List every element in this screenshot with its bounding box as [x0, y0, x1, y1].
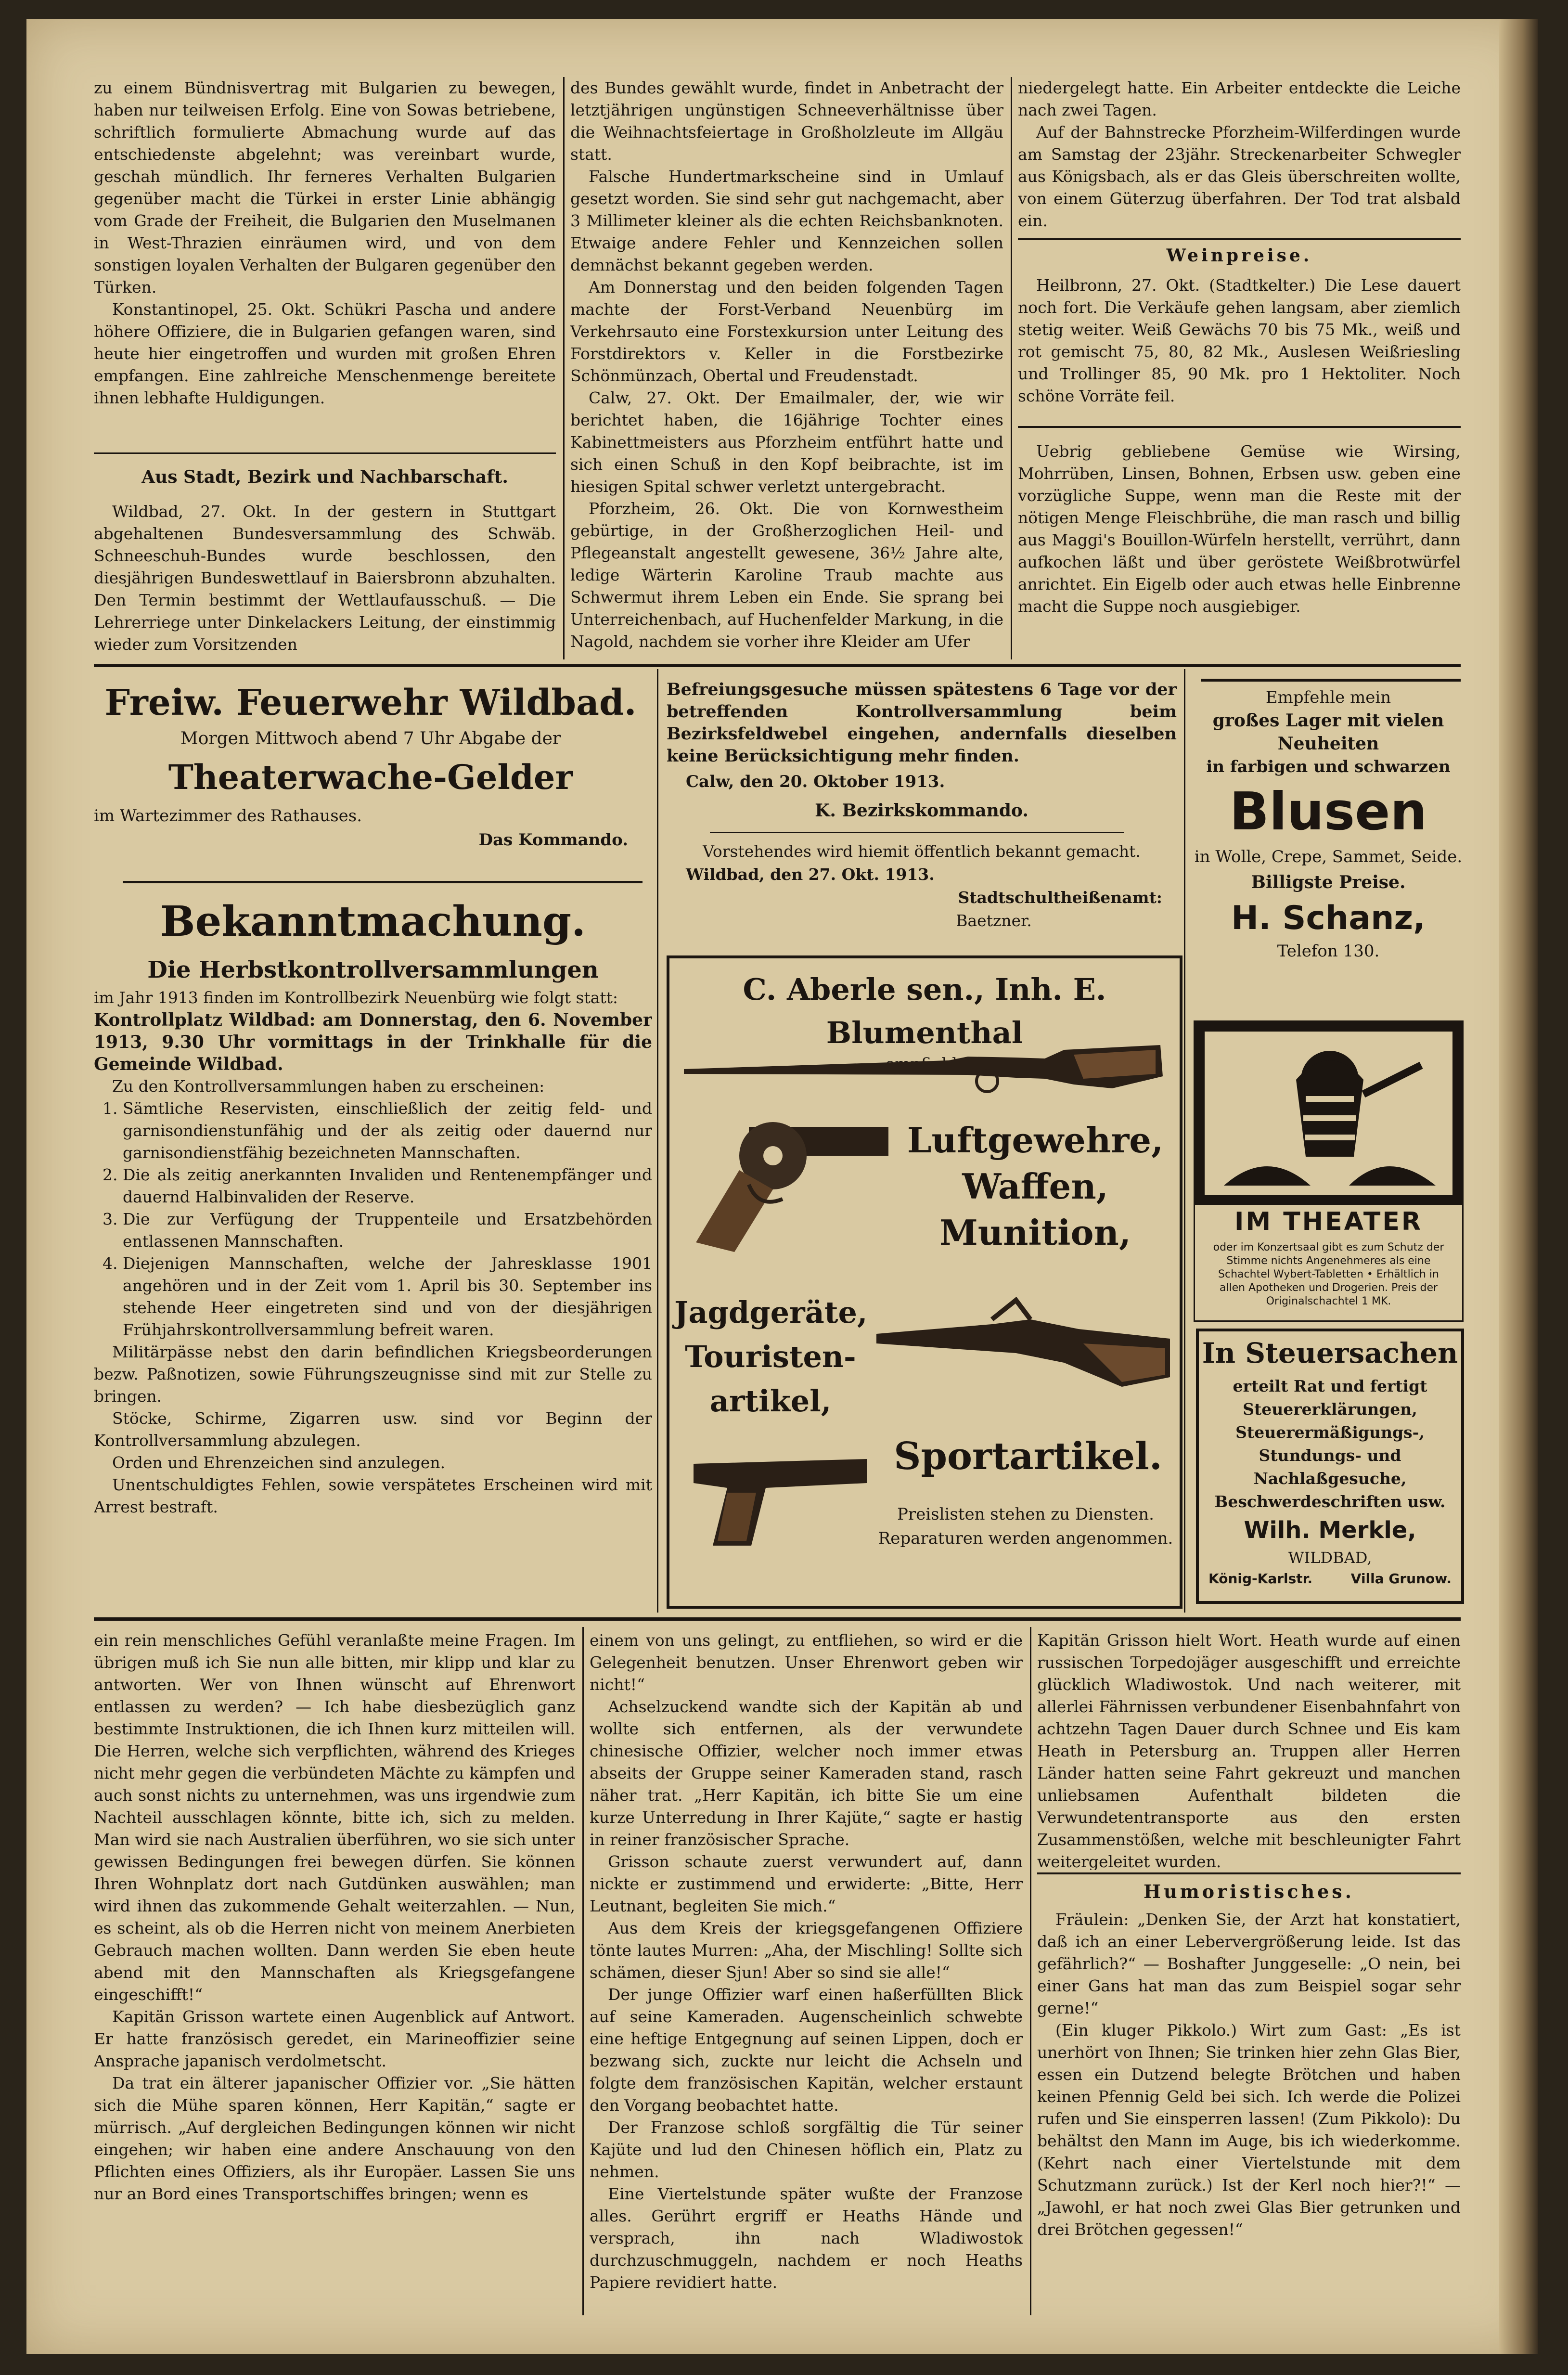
vegetable-tip: [1018, 440, 1461, 657]
ad-name: H. Schanz,: [1231, 899, 1426, 937]
ad-text: im Jahr 1913 finden im Kontrollbezirk Neuenbürg wie folgt statt:: [94, 988, 618, 1007]
article-text: niedergelegt hatte. Ein Arbeiter entdeckte die Leiche nach zwei Tagen.: [1018, 78, 1461, 119]
ad-text: Befreiungsgesuche müssen spätestens 6 Tage vor der betreffenden Kontrollversammlung beim Bezirksfeldwebel eingehen, andernfalls dieselben keine Berücksichtigung mehr finden.: [667, 680, 1177, 766]
ad-line: in Wolle, Crepe, Sammet, Seide.: [1194, 847, 1463, 866]
col1-top-local: [94, 501, 556, 659]
ad-announcement: [94, 891, 652, 1632]
col3-top: [1018, 77, 1461, 236]
ad-headline: Theaterwache-Gelder: [168, 757, 573, 797]
article-text: Calw, 27. Okt. Der Emailmaler, der, wie wir berichtet haben, die 16jährige Tochter eines Kabinettmeisters aus Pforzheim entführt hatte und sich einen Schuß in den Kopf beibrachte, ist im hiesigen Spital schwer verletzt untergebracht.: [570, 388, 1003, 496]
list-item: 1. Sämtliche Reservisten, einschließlich der zeitig feld- und garnisondienstunfähig und der als zeitig oder dauernd nur garnisondienstfähig bezeichneten Mannschaften.: [123, 1097, 652, 1164]
ad-text: erteilt Rat und fertigt Steuererklärungen, Steuerermäßigungs-, Stundungs- und Nachlaßgesuche, Beschwerdeschriften usw.: [1214, 1377, 1446, 1511]
story-text: Kapitän Grisson wartete einen Augenblick auf Antwort. Er hatte französisch geredet, ein Marineoffizier seine Ansprache japanisch verdolmetscht.: [94, 2007, 575, 2070]
ad-date: Calw, den 20. Oktober 1913.: [686, 772, 945, 791]
humor-section: [1037, 1909, 1461, 2313]
ad-line: Waffen,: [962, 1166, 1108, 1207]
ad-signature: K. Bezirkskommando.: [815, 800, 1028, 821]
ad-tax: [1196, 1329, 1464, 1604]
ad-line: großes Lager mit vielen: [1212, 710, 1444, 731]
newspaper-page: [26, 19, 1538, 2354]
ad-address: Villa Grunow.: [1350, 1571, 1452, 1587]
ad-schanz: [1191, 686, 1465, 1013]
ad-office: Stadtschultheißenamt:: [958, 888, 1162, 907]
article-text: Auf der Bahnstrecke Pforzheim-Wilferdingen wurde am Samstag der 23jähr. Streckenarbeiter Schwegler aus Königsbach, als er das Gleis überschreiten wollte, von einem Güterzug überfahren. Der Tod trat alsbald ein.: [1018, 123, 1461, 230]
ad-firm: C. Aberle sen., Inh. E. Blumenthal: [743, 972, 1106, 1050]
ad-footer: Reparaturen werden angenommen.: [878, 1529, 1173, 1548]
ad-line: Touristen-: [685, 1339, 856, 1374]
list-item: 4. Diejenigen Mannschaften, welche der Jahresklasse 1901 angehören und in der Zeit vom 1. April bis 30. September ins stehende Heer eingetreten sind und von der diesjährigen Frühjahrskontrollversammlung befreit waren.: [123, 1252, 652, 1341]
ad-fire-brigade: [94, 679, 647, 881]
article-text: Falsche Hundertmarkscheine sind in Umlauf gesetzt worden. Sie sind sehr gut nachgemacht, aber 3 Millimeter kleiner als die echten Reichsbanknoten. Etwaige andere Fehler und Kennzeichen sollen demnächst bekannt gegeben werden.: [570, 167, 1003, 274]
story-text: Kapitän Grisson hielt Wort. Heath wurde auf einen russischen Torpedojäger ausgeschifft und erreichte glücklich Wladiwostok. Und nach weiterer, mit allerlei Fährnissen verbundener Eisenbahnfahrt von achtzehn Tagen Dauer durch Schnee und Eis kam Heath in Petersburg an. Truppen aller Herren Länder hatten seine Fahrt gekreuzt und manchen unliebsamen Aufenthalt bildeten die Verwundetentransporte aus den ersten Zusammenstößen, welche mit beschleunigter Fahrt weitergeleitet wurden.: [1037, 1631, 1461, 1870]
ad-line: Neuheiten: [1277, 734, 1379, 754]
ad-line: Sportartikel.: [894, 1434, 1162, 1478]
shotgun-icon: [872, 1291, 1175, 1411]
col1-bottom: [94, 1629, 575, 2313]
ad-caption: oder im Konzertsaal gibt es zum Schutz der Stimme nichts Angenehmeres als eine Schachtel Wybert-Tabletten • Erhältlich in allen Apotheken und Drogerien. Preis der Originalschachtel 1 MK.: [1213, 1241, 1444, 1307]
col2-bottom: [590, 1629, 1023, 2313]
story-text: Der junge Offizier warf einen haßerfüllten Blick auf seine Kameraden. Augenscheinlich schwebte eine heftige Entgegnung auf seinen Lippen, doch er bezwang sich, zuckte nur leicht die Achseln und folgte dem französischen Kapitän, welcher erstaunt den Vorgang beobachtet hatte.: [590, 1985, 1023, 2115]
col3-bottom: [1037, 1629, 1461, 1870]
ad-line: Billigste Preise.: [1251, 872, 1406, 892]
ad-text: Kontrollplatz Wildbad: am Donnerstag, den 6. November 1913, 9.30 Uhr vormittags in der Trinkhalle für die Gemeinde Wildbad.: [94, 1010, 652, 1074]
story-text: Da trat ein älterer japanischer Offizier vor. „Sie hätten sich die Mühe sparen können, Herr Kapitän,“ sagte er mürrisch. „Auf dergleichen Bedingungen können wir nicht eingehen; wir haben eine andere Anschauung von den Pflichten eines Offiziers, als ihr Europäer. Lassen Sie uns nur an Bord eines Transportschiffes bringen; wenn es: [94, 2074, 575, 2203]
ad-name: Wilh. Merkle,: [1244, 1517, 1416, 1544]
article-text: Konstantinopel, 25. Okt. Schükri Pascha und andere höhere Offiziere, die in Bulgarien gefangen waren, sind heute hier eingetroffen und wurden mit großen Ehren empfangen. Eine zahlreiche Menschenmenge bereitete ihnen lebhafte Huldigungen.: [94, 300, 556, 407]
ad-line: Jagdgeräte,: [674, 1295, 868, 1330]
rifle-icon: [679, 1031, 1165, 1108]
ad-phone: Telefon 130.: [1277, 942, 1380, 961]
story-text: Aus dem Kreis der kriegsgefangenen Offiziere tönte lautes Murren: „Aha, der Mischling! Sollte sich schämen, dieser Sjun! Aber so sind sie alle!“: [590, 1919, 1023, 1982]
ad-text: Unentschuldigtes Fehlen, sowie verspätetes Erscheinen wird mit Arrest bestraft.: [94, 1475, 652, 1516]
ad-exemption: [667, 679, 1177, 948]
list-item: 3. Die zur Verfügung der Truppenteile und Ersatzbehörden entlassenen Mannschaften.: [123, 1208, 652, 1252]
section-heading: Aus Stadt, Bezirk und Nachbarschaft.: [141, 467, 508, 487]
ad-theater: [1194, 1020, 1464, 1322]
ad-signature: Das Kommando.: [478, 830, 628, 850]
article-text: Am Donnerstag und den beiden folgenden Tagen machte der Forst-Verband Neuenbürg im Verkehrsauto eine Forstexkursion unter Leitung des Forstdirektors v. Keller in die Forstbezirke Schönmünzach, Obertal und Freudenstadt.: [570, 278, 1003, 385]
ad-line: in farbigen und schwarzen: [1206, 757, 1451, 776]
ad-title: Freiw. Feuerwehr Wildbad.: [104, 682, 637, 723]
ad-name: Baetzner.: [956, 911, 1032, 930]
ad-footer: Preislisten stehen zu Diensten.: [897, 1505, 1154, 1524]
ad-text: Stöcke, Schirme, Zigarren usw. sind vor Beginn der Kontrollversammlung abzulegen.: [94, 1409, 652, 1450]
pistol-icon: [684, 1449, 876, 1550]
article-text: Wildbad, 27. Okt. In der gestern in Stuttgart abgehaltenen Bundesversammlung des Schwäb. Schneeschuh-Bundes wurde beschlossen, den diesjährigen Bundeswettlauf in Baiersbronn abzuhalten. Den Termin bestimmt der Wettlaufausschuß. — Die Lehrerriege unter Dinkelackers Leitung, der einstimmig wieder zum Vorsitzenden: [94, 502, 556, 654]
story-text: Achselzuckend wandte sich der Kapitän ab und wollte sich entfernen, als der verwundete chinesische Offizier, welcher noch immer etwas abseits der Gruppe seiner Kameraden stand, rasch näher trat. „Herr Kapitän, ich bitte Sie um eine kurze Unterredung in Ihrer Kajüte,“ sagte er hastig in reiner französischer Sprache.: [590, 1697, 1023, 1849]
ad-text: Militärpässe nebst den darin befindlichen Kriegsbeorderungen bezw. Paßnotizen, sowie Führungszeugnisse sind mit zur Stelle zu bringen.: [94, 1342, 652, 1406]
ad-headline: Blusen: [1229, 782, 1427, 842]
ad-line: Empfehle mein: [1265, 688, 1391, 707]
ad-line: Luftgewehre,: [907, 1120, 1164, 1161]
article-text: zu einem Bündnisvertrag mit Bulgarien zu bewegen, haben nur teilweisen Erfolg. Eine von Sowas betriebene, schriftlich formulierte Abmachung wurde auf das entschiedenste abgelehnt; was vereinbart wurde, geschah mündlich. Ihr ferneres Verhalten Bulgarien gegenüber macht die Türkei in erster Linie abhängig vom Grade der Freiheit, die Bulgarien den Muselmanen in West-Thrazien einräumen wird, und von dem sonstigen loyalen Verhalten der Bulgaren gegenüber den Türken.: [94, 78, 556, 297]
ad-place: WILDBAD,: [1288, 1549, 1372, 1567]
theater-illustration: [1195, 1022, 1462, 1205]
story-text: Grisson schaute zuerst verwundert auf, dann nickte er zustimmend und erwiderte: „Bitte, Herr Leutnant, begleiten Sie mich.“: [590, 1852, 1023, 1915]
revolver-icon: [677, 1117, 893, 1262]
section-heading: Humoristisches.: [1144, 1881, 1354, 1902]
story-text: Der Franzose schloß sorgfältig die Tür seiner Kajüte und lud den Chinesen höflich ein, Platz zu nehmen.: [590, 2118, 1023, 2181]
ad-aberle: [667, 955, 1182, 1609]
section-heading: Weinpreise.: [1166, 245, 1312, 266]
ad-list: [94, 1097, 652, 1341]
wine-prices: [1018, 274, 1461, 433]
article-text: Pforzheim, 26. Okt. Die von Kornwestheim gebürtige, in der Großherzoglichen Heil- und Pflegeanstalt angestellt gewesene, 36½ Jahre alte, ledige Wärterin Karoline Traub machte aus Schwermut ihrem Leben ein Ende. Sie sprang bei Unterreichenbach, auf Huchenfelder Markung, in die Nagold, nachdem sie vorher ihre Kleider am Ufer: [570, 499, 1003, 651]
ad-subtitle: Die Herbstkontrollversammlungen: [147, 956, 599, 983]
ad-title: In Steuersachen: [1202, 1337, 1458, 1369]
humor-text: Fräulein: „Denken Sie, der Arzt hat konstatiert, daß ich an einer Lebervergrößerung leide. Ist das gefährlich?“ — Boshafter Junggeselle: „O nein, bei einer Gans hat man das zum Beispiel sogar sehr gerne!“: [1037, 1910, 1461, 2017]
ad-address: König-Karlstr.: [1208, 1571, 1313, 1587]
story-text: einem von uns gelingt, zu entfliehen, so wird er die Gelegenheit benutzen. Unser Ehrenwort geben wir nicht!“: [590, 1631, 1023, 1694]
ad-date: Wildbad, den 27. Okt. 1913.: [686, 865, 935, 884]
ad-line: im Wartezimmer des Rathauses.: [94, 806, 362, 826]
article-text: Heilbronn, 27. Okt. (Stadtkelter.) Die Lese dauert noch fort. Die Verkäufe gehen langsam, aber ziemlich stetig weiter. Weiß Gewächs 70 bis 75 Mk., weiß und rot gemischt 75, 80, 82 Mk., Auslesen Weißriesling und Trollinger 85, 90 Mk. pro 1 Hektoliter. Noch schöne Vorräte feil.: [1018, 276, 1461, 405]
ad-text: Vorstehendes wird hiemit öffentlich bekannt gemacht.: [703, 842, 1141, 861]
ad-title: Bekanntmachung.: [160, 897, 586, 946]
list-item: 2. Die als zeitig anerkannten Invaliden und Rentenempfänger und dauernd Halbinvaliden der Reserve.: [123, 1164, 652, 1208]
ad-title: IM THEATER: [1234, 1207, 1423, 1236]
ad-line: Munition,: [939, 1212, 1131, 1253]
article-text: des Bundes gewählt wurde, findet in Anbetracht der letztjährigen ungünstigen Schneeverhältnisse über die Weihnachtsfeiertage in Großholzleute im Allgäu statt.: [570, 78, 1003, 164]
page-edge: [1499, 19, 1538, 2354]
humor-text: (Ein kluger Pikkolo.) Wirt zum Gast: „Es ist unerhört von Ihnen; Sie trinken hier zehn Glas Bier, essen ein Dutzend belegte Brötchen und haben keinen Pfennig Geld bei sich. Ich werde die Polizei rufen und Sie einsperren lassen! (Zum Pikkolo): Du behältst den Mann im Auge, bis ich wiederkomme. (Kehrt nach einer Viertelstunde mit dem Schutzmann zurück.) Ist der Kerl noch hier?!“ — „Jawohl, er hat noch zwei Glas Bier getrunken und drei Brötchen gegessen!“: [1037, 2021, 1461, 2239]
article-text: Uebrig gebliebene Gemüse wie Wirsing, Mohrrüben, Linsen, Bohnen, Erbsen usw. geben eine vorzügliche Suppe, wenn man die Reste mit der nötigen Menge Fleischbrühe, die man rasch und billig aus Maggi's Bouillon-Würfeln herstellt, verrührt, dann aufkochen läßt und über geröstete Weißbrotwürfel anrichtet. Ein Eigelb oder auch etwas helle Einbrenne macht die Suppe noch ausgiebiger.: [1018, 442, 1461, 616]
col2-top: [570, 77, 1003, 659]
story-text: ein rein menschliches Gefühl veranlaßte meine Fragen. Im übrigen muß ich Sie nun alle bitten, mir klipp und klar zu antworten. Wer von Ihnen wünscht auf Ehrenwort entlassen zu werden? — Ich habe diesbezüglich ganz bestimmte Instruktionen, die ich Ihnen kurz mitteilen will. Die Herren, welche sich verpflichten, während des Krieges nicht mehr gegen die verbündeten Mächte zu kämpfen und auch sonst nichts zu unternehmen, was uns irgendwie zum Nachteil ausschlagen könnte, bitte ich, sich zu melden. Man wird sie nach Australien überführen, wo sie sich unter gewissen Bedingungen frei bewegen dürfen. Sie können Ihren Wohnplatz dort nach Gutdünken auswählen; man wird ihnen das zukommende Gehalt weiterzahlen. — Nun, es scheint, als ob die Herren nicht von meinem Anerbieten Gebrauch machen wollten. Dann werden Sie eben heute abend mit den Mannschaften als Kriegsgefangene eingeschifft!“: [94, 1631, 575, 2004]
ad-text: Orden und Ehrenzeichen sind anzulegen.: [112, 1453, 446, 1472]
story-text: Eine Viertelstunde später wußte der Franzose alles. Gerührt ergriff er Heaths Hände und versprach, ihn nach Wladiwostok durchzuschmuggeln, nachdem er noch Heaths Papiere revidiert hatte.: [590, 2184, 1023, 2292]
ad-line: artikel,: [709, 1383, 832, 1419]
ad-line: Morgen Mittwoch abend 7 Uhr Abgabe der: [180, 729, 561, 749]
ad-text: Zu den Kontrollversammlungen haben zu erscheinen:: [112, 1077, 545, 1096]
